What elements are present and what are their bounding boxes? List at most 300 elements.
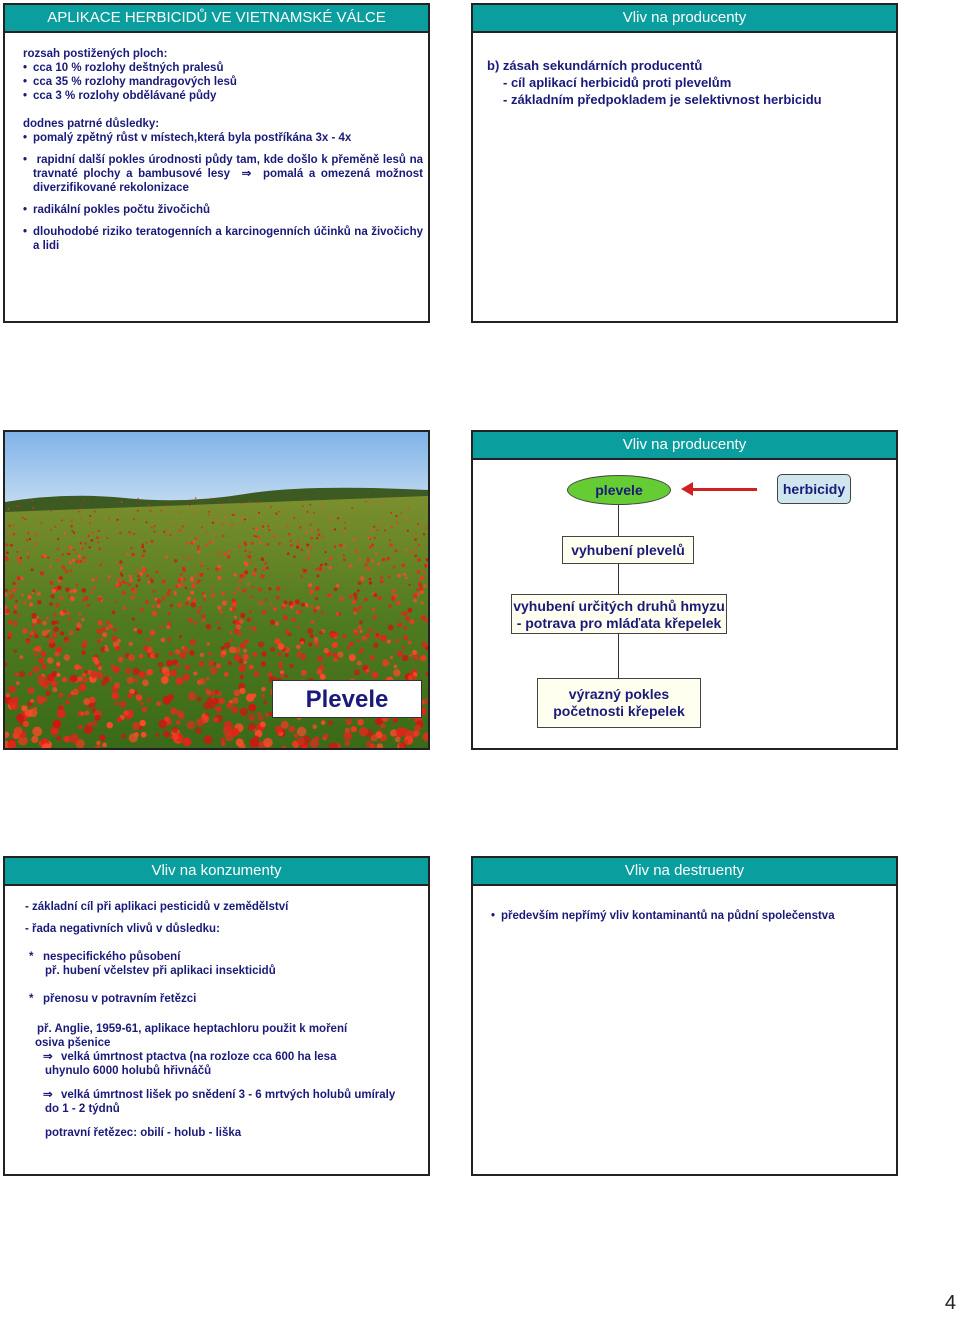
poppy-flower xyxy=(98,666,102,670)
poppy-flower xyxy=(372,615,377,620)
poppy-flower xyxy=(116,519,118,521)
poppy-flower xyxy=(182,738,191,747)
poppy-flower xyxy=(104,647,109,652)
poppy-flower xyxy=(23,601,26,604)
poppy-flower xyxy=(56,662,60,666)
poppy-flower xyxy=(79,666,82,669)
poppy-flower xyxy=(340,544,343,547)
slide-body xyxy=(487,57,887,108)
poppy-flower xyxy=(101,627,106,632)
poppy-flower xyxy=(93,517,95,519)
poppy-flower xyxy=(53,626,59,632)
poppy-flower xyxy=(165,505,167,507)
poppy-flower xyxy=(142,543,144,545)
poppy-flower xyxy=(196,718,204,726)
poppy-flower xyxy=(12,588,17,593)
poppy-flower xyxy=(201,618,205,622)
poppy-flower xyxy=(8,532,10,534)
poppy-flower xyxy=(413,599,417,603)
poppy-flower xyxy=(83,640,87,644)
poppy-flower xyxy=(324,734,329,739)
poppy-flower xyxy=(417,570,421,574)
poppy-flower xyxy=(321,720,326,725)
poppy-flower xyxy=(98,530,100,532)
poppy-flower xyxy=(418,582,422,586)
poppy-flower xyxy=(374,537,376,539)
poppy-flower xyxy=(219,610,222,613)
poppy-flower xyxy=(217,576,221,580)
connector xyxy=(618,634,619,678)
poppy-flower xyxy=(402,655,408,661)
poppy-flower xyxy=(257,536,260,539)
poppy-flower xyxy=(232,697,239,704)
poppy-flower xyxy=(103,676,110,683)
poppy-flower xyxy=(190,639,196,645)
poppy-flower xyxy=(166,660,173,667)
poppy-flower xyxy=(224,552,227,555)
poppy-flower xyxy=(215,519,217,521)
poppy-flower xyxy=(75,584,78,587)
poppy-flower xyxy=(343,545,345,547)
poppy-flower xyxy=(415,532,417,534)
effect-line: do 1 - 2 týdnů xyxy=(45,1103,120,1115)
poppy-flower xyxy=(397,574,401,578)
poppy-flower xyxy=(234,654,241,661)
poppy-flower xyxy=(364,598,368,602)
poppy-flower xyxy=(360,630,363,633)
poppy-flower xyxy=(268,525,270,527)
poppy-flower xyxy=(355,549,358,552)
poppy-flower xyxy=(123,710,128,715)
poppy-flower xyxy=(146,638,150,642)
poppy-flower xyxy=(297,543,300,546)
poppy-flower xyxy=(243,660,247,664)
area-item: • cca 35 % rozlohy mandragových lesů xyxy=(23,75,423,89)
poppy-flower xyxy=(22,628,28,634)
poppy-flower xyxy=(310,547,313,550)
poppy-flower xyxy=(64,654,71,661)
poppy-flower xyxy=(369,538,371,540)
poppy-flower xyxy=(50,511,52,513)
poppy-flower xyxy=(358,605,363,610)
poppy-flower xyxy=(84,725,93,734)
poppy-flower xyxy=(114,682,120,688)
poppy-flower xyxy=(405,577,408,580)
poppy-flower xyxy=(207,568,209,570)
poppy-flower xyxy=(175,649,180,654)
poppy-flower xyxy=(408,584,410,586)
poppy-flower xyxy=(147,669,153,675)
poppy-flower xyxy=(195,727,202,734)
poppy-flower xyxy=(46,617,49,620)
poppy-flower xyxy=(329,566,332,569)
poppy-flower xyxy=(139,654,144,659)
poppy-flower xyxy=(52,632,57,637)
poppy-flower xyxy=(136,694,143,701)
poppy-flower xyxy=(89,522,91,524)
poppy-flower xyxy=(250,562,253,565)
poppy-flower xyxy=(209,541,212,544)
poppy-flower xyxy=(59,576,63,580)
poppy-flower xyxy=(111,664,115,668)
poppy-flower xyxy=(182,567,185,570)
poppy-flower xyxy=(206,677,209,680)
poppy-flower xyxy=(73,532,75,534)
poppy-flower xyxy=(34,653,38,657)
poppy-flower xyxy=(369,578,372,581)
poppy-flower xyxy=(80,542,82,544)
poppy-flower xyxy=(260,722,266,728)
poppy-flower xyxy=(13,621,18,626)
poppy-flower xyxy=(413,654,420,661)
poppy-flower xyxy=(407,530,409,532)
poppy-flower xyxy=(15,607,18,610)
poppy-flower xyxy=(58,693,63,698)
poppy-flower xyxy=(221,524,223,526)
poppy-flower xyxy=(122,591,126,595)
poppy-flower xyxy=(276,596,280,600)
poppy-flower xyxy=(5,543,8,546)
poppy-flower xyxy=(420,590,424,594)
poppy-flower xyxy=(344,740,350,746)
poppy-flower xyxy=(88,546,91,549)
poppy-flower xyxy=(382,659,389,666)
poppy-flower xyxy=(145,600,149,604)
poppy-flower xyxy=(49,565,51,567)
node-quail-decline xyxy=(537,678,701,728)
poppy-flower xyxy=(69,631,74,636)
poppy-flower xyxy=(355,598,358,601)
poppy-flower xyxy=(421,642,427,648)
poppy-flower xyxy=(155,733,159,737)
poppy-flower xyxy=(232,607,236,611)
poppy-flower xyxy=(82,599,85,602)
poppy-flower xyxy=(161,676,169,684)
poppy-flower xyxy=(64,532,66,534)
poppy-flower xyxy=(162,580,166,584)
poppy-flower xyxy=(318,567,322,571)
poppy-flower xyxy=(23,721,29,727)
poppy-flower xyxy=(228,550,230,552)
poppy-flower xyxy=(195,575,198,578)
poppy-flower xyxy=(307,628,313,634)
poppy-flower xyxy=(286,525,288,527)
poppy-flower xyxy=(112,610,116,614)
poppy-flower xyxy=(248,555,252,559)
poppy-flower xyxy=(249,551,251,553)
poppy-flower xyxy=(372,608,375,611)
poppy-flower xyxy=(37,619,42,624)
poppy-flower xyxy=(421,615,426,620)
poppy-flower xyxy=(258,715,264,721)
poppy-flower xyxy=(206,624,212,630)
poppy-flower xyxy=(316,606,320,610)
poppy-flower xyxy=(258,588,262,592)
poppy-flower xyxy=(137,510,139,512)
poppy-flower xyxy=(418,544,420,546)
poppy-flower xyxy=(180,652,187,659)
poppy-flower xyxy=(243,649,247,653)
poppy-flower xyxy=(185,665,190,670)
poppy-flower xyxy=(359,558,362,561)
poppy-flower xyxy=(128,531,131,534)
poppy-flower xyxy=(388,625,394,631)
poppy-flower xyxy=(232,620,236,624)
poppy-flower xyxy=(189,505,191,507)
poppy-flower xyxy=(182,555,184,557)
poppy-flower xyxy=(233,514,235,516)
poppy-flower xyxy=(258,502,260,504)
poppy-flower xyxy=(8,632,13,637)
poppy-flower xyxy=(129,578,133,582)
connector xyxy=(618,505,619,536)
poppy-flower xyxy=(21,705,27,711)
poppy-flower xyxy=(279,665,283,669)
poppy-flower xyxy=(417,558,421,562)
poppy-flower xyxy=(51,671,57,677)
poppy-flower xyxy=(187,597,191,601)
poppy-flower xyxy=(49,638,55,644)
poppy-flower xyxy=(151,527,153,529)
poppy-flower xyxy=(229,646,236,653)
poppy-flower xyxy=(250,738,260,748)
poppy-flower xyxy=(318,533,321,536)
poppy-flower xyxy=(34,634,39,639)
poppy-flower xyxy=(240,518,242,520)
poppy-flower xyxy=(13,610,17,614)
poppy-flower xyxy=(125,582,128,585)
item-text: přenosu v potravním řetězci xyxy=(43,993,197,1005)
poppy-flower xyxy=(136,585,139,588)
poppy-flower xyxy=(189,650,194,655)
poppy-flower xyxy=(31,613,36,618)
poppy-flower xyxy=(300,641,304,645)
poppy-flower xyxy=(210,497,212,499)
poppy-flower xyxy=(244,550,247,553)
poppy-flower xyxy=(309,504,311,506)
poppy-flower xyxy=(78,555,81,558)
poppy-flower xyxy=(231,728,240,737)
poppy-flower xyxy=(119,560,122,563)
poppy-flower xyxy=(405,518,407,520)
poppy-flower xyxy=(81,618,84,621)
poppy-flower xyxy=(167,637,171,641)
poppy-flower xyxy=(248,704,256,712)
poppy-flower xyxy=(359,650,363,654)
poppy-flower xyxy=(288,533,291,536)
poppy-flower xyxy=(306,544,309,547)
poppy-flower xyxy=(317,669,323,675)
poppy-flower xyxy=(398,623,403,628)
poppy-flower xyxy=(334,546,336,548)
poppy-flower xyxy=(122,581,125,584)
poppy-flower xyxy=(334,587,338,591)
poppy-flower xyxy=(315,586,320,591)
poppy-flower xyxy=(227,555,230,558)
poppy-flower xyxy=(200,562,203,565)
poppy-flower xyxy=(244,639,249,644)
poppy-flower xyxy=(196,610,200,614)
poppy-flower xyxy=(343,558,346,561)
poppy-flower xyxy=(123,607,126,610)
poppy-flower xyxy=(175,677,183,685)
poppy-flower xyxy=(169,652,173,656)
poppy-flower xyxy=(19,671,25,677)
poppy-flower xyxy=(22,517,24,519)
poppy-flower xyxy=(356,639,359,642)
poppy-flower xyxy=(224,517,226,519)
slide-consumers xyxy=(3,856,430,1176)
node-weeds: plevele xyxy=(567,475,671,505)
poppy-flower xyxy=(129,575,132,578)
poppy-flower xyxy=(133,590,137,594)
consequence-text: rapidní další pokles úrodnosti půdy tam, kde došlo k přeměně lesů na travnaté plochy a bambusové lesy xyxy=(33,154,423,180)
poppy-flower xyxy=(140,608,144,612)
poppy-flower xyxy=(244,543,247,546)
text-line: - řada negativních vlivů v důsledku: xyxy=(25,923,220,935)
poppy-flower xyxy=(187,556,190,559)
poppy-flower xyxy=(63,610,66,613)
poppy-flower xyxy=(200,653,204,657)
poppy-flower xyxy=(5,558,8,561)
poppy-flower xyxy=(423,570,426,573)
poppy-flower xyxy=(395,639,399,643)
poppy-flower xyxy=(253,652,258,657)
poppy-flower xyxy=(378,596,382,600)
poppy-flower xyxy=(78,511,80,513)
poppy-flower xyxy=(43,679,50,686)
poppy-flower xyxy=(347,646,350,649)
poppy-flower xyxy=(248,627,251,630)
poppy-flower xyxy=(107,537,109,539)
poppy-flower xyxy=(105,627,109,631)
poppy-flower xyxy=(112,692,120,700)
poppy-flower xyxy=(17,505,19,507)
poppy-flower xyxy=(31,736,38,743)
poppy-flower xyxy=(84,542,86,544)
poppy-flower xyxy=(139,572,143,576)
poppy-flower xyxy=(190,591,194,595)
text-line: - základním předpokladem je selektivnost herbicidu xyxy=(503,92,822,107)
poppy-flower xyxy=(215,690,219,694)
poppy-flower xyxy=(354,612,357,615)
poppy-flower xyxy=(238,545,241,548)
poppy-flower xyxy=(380,522,382,524)
poppy-flower xyxy=(229,499,231,501)
poppy-flower xyxy=(364,563,368,567)
poppy-flower xyxy=(188,618,193,623)
poppy-flower xyxy=(396,727,406,737)
poppy-flower xyxy=(354,669,360,675)
poppy-flower xyxy=(216,621,219,624)
poppy-flower xyxy=(317,529,319,531)
poppy-flower xyxy=(249,665,254,670)
poppy-flower xyxy=(132,553,135,556)
poppy-flower xyxy=(70,570,73,573)
poppy-flower xyxy=(193,672,197,676)
poppy-flower xyxy=(134,628,138,632)
poppy-flower xyxy=(134,732,139,737)
poppy-flower xyxy=(228,661,232,665)
poppy-flower xyxy=(195,497,197,499)
poppy-flower xyxy=(346,719,352,725)
poppy-flower xyxy=(234,629,239,634)
poppy-flower xyxy=(193,541,196,544)
poppy-flower xyxy=(252,693,256,697)
poppy-flower xyxy=(67,617,71,621)
poppy-flower xyxy=(208,514,210,516)
poppy-flower xyxy=(410,551,413,554)
poppy-flower xyxy=(141,732,147,738)
poppy-flower xyxy=(137,575,140,578)
poppy-flower xyxy=(287,552,290,555)
poppy-flower xyxy=(224,721,233,730)
poppy-flower xyxy=(178,713,185,720)
poppy-flower xyxy=(221,654,225,658)
poppy-flower xyxy=(268,587,271,590)
poppy-flower xyxy=(91,578,94,581)
poppy-flower xyxy=(321,535,324,538)
poppy-flower xyxy=(152,605,155,608)
poppy-flower xyxy=(339,597,344,602)
poppy-flower xyxy=(312,725,317,730)
implies-icon: ⇒ xyxy=(43,1089,53,1101)
poppy-flower xyxy=(252,626,256,630)
poppy-flower xyxy=(128,654,135,661)
poppy-flower xyxy=(357,589,360,592)
poppy-flower xyxy=(369,546,372,549)
poppy-flower xyxy=(158,662,163,667)
poppy-flower xyxy=(283,600,287,604)
poppy-flower xyxy=(117,563,119,565)
poppy-flower xyxy=(28,687,35,694)
poppy-flower xyxy=(69,546,72,549)
poppy-flower xyxy=(137,578,140,581)
poppy-flower xyxy=(96,741,100,745)
poppy-flower xyxy=(371,735,378,742)
poppy-flower xyxy=(423,584,426,587)
poppy-flower xyxy=(132,722,140,730)
poppy-flower xyxy=(84,559,87,562)
poppy-flower xyxy=(217,606,221,610)
poppy-flower xyxy=(32,507,34,509)
poppy-flower xyxy=(380,576,384,580)
poppy-flower xyxy=(185,601,189,605)
poppy-flower xyxy=(182,525,185,528)
poppy-flower xyxy=(313,512,315,514)
poppy-flower xyxy=(98,547,101,550)
poppy-flower xyxy=(16,551,18,553)
poppy-flower xyxy=(387,557,390,560)
poppy-flower xyxy=(31,568,34,571)
poppy-flower xyxy=(203,598,206,601)
poppy-flower xyxy=(35,533,38,536)
poppy-flower xyxy=(57,538,59,540)
poppy-flower xyxy=(213,534,215,536)
poppy-flower xyxy=(404,626,407,629)
poppy-flower xyxy=(152,590,155,593)
poppy-flower xyxy=(254,568,257,571)
poppy-flower xyxy=(210,667,217,674)
poppy-flower xyxy=(57,709,66,718)
poppy-flower xyxy=(369,581,372,584)
poppy-flower xyxy=(108,575,111,578)
poppy-flower xyxy=(335,656,339,660)
poppy-flower xyxy=(222,505,224,507)
poppy-flower xyxy=(72,558,75,561)
poppy-flower xyxy=(12,582,15,585)
poppy-flower xyxy=(412,650,417,655)
